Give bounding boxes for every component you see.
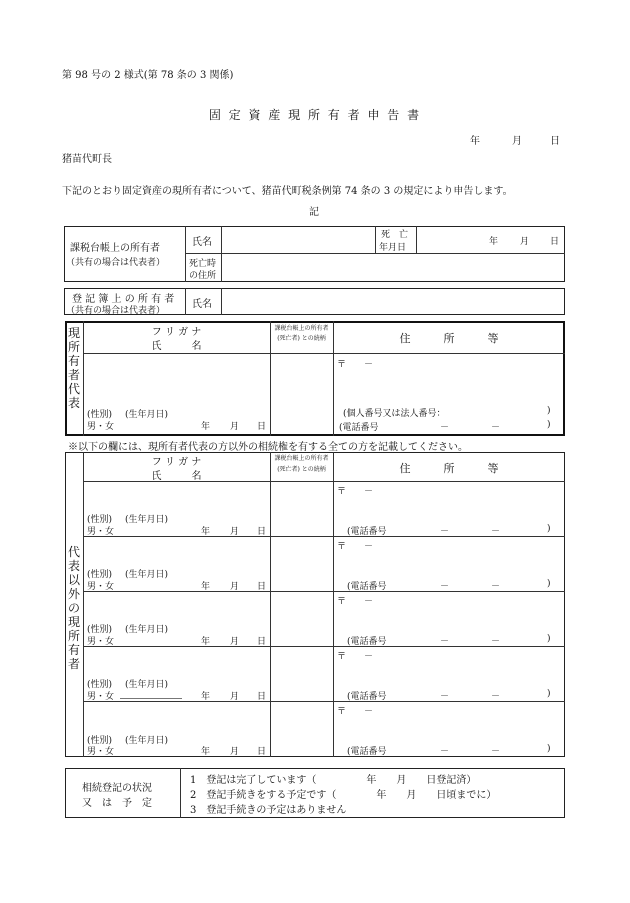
others-furigana-header: フ リ ガ ナ (151, 457, 202, 468)
row-year: 年 (201, 582, 211, 592)
row-phone-label: (電話番号 (347, 747, 387, 757)
row-phone-close: ) (547, 524, 551, 534)
row-birth-label: (生年月日) (125, 515, 169, 525)
row-postal: 〒 － (337, 487, 374, 497)
row-phone-label: (電話番号 (347, 582, 387, 592)
row-year: 年 (201, 692, 211, 702)
row-phone-label: (電話番号 (347, 527, 387, 537)
row-year: 年 (201, 747, 211, 757)
rep-day: 日 (257, 422, 267, 432)
rep-phone-label: (電話番号 (339, 423, 379, 433)
death-addr-label1: 死亡時 (189, 259, 217, 269)
rep-month: 月 (230, 422, 240, 432)
row-gender-options[interactable]: 男・女 (87, 582, 115, 592)
inheritance-option-2[interactable]: 2 登記手続きをする予定です（ 年 月 日頃までに） (190, 790, 497, 801)
row-phone-dash2: － (491, 747, 501, 757)
tax-ledger-sublabel: （共有の場合は代表者） (66, 258, 166, 268)
others-relation-header2: (死亡者) との続柄 (277, 466, 326, 473)
inheritance-option-1[interactable]: 1 登記は完了しています（ 年 月 日登記済） (190, 775, 477, 786)
relation-header2: (死亡者) との続柄 (277, 335, 326, 342)
row-phone-close: ) (547, 579, 551, 589)
row-phone-dash1: － (440, 582, 450, 592)
date-day: 日 (550, 136, 560, 147)
row-phone-label: (電話番号 (347, 637, 387, 647)
row-phone-dash1: － (440, 527, 450, 537)
ki-mark: 記 (309, 207, 319, 218)
row-month: 月 (230, 692, 240, 702)
row-day: 日 (257, 637, 267, 647)
row-month: 月 (230, 582, 240, 592)
row-month: 月 (230, 637, 240, 647)
death-month: 月 (520, 237, 530, 247)
tax-ledger-label: 課税台帳上の所有者 (70, 243, 160, 254)
note-text: ※以下の欄には、現所有者代表の方以外の相続権を有する全ての方を記載してください。 (68, 442, 468, 453)
row-month: 月 (230, 747, 240, 757)
rep-postal: 〒 － (337, 360, 374, 370)
rep-birth-label: (生年月日) (125, 410, 169, 420)
form-id: 第 98 号の 2 様式(第 78 条の 3 関係) (62, 70, 234, 81)
row-phone-dash2: － (491, 637, 501, 647)
date-month: 月 (512, 136, 522, 147)
row-birth-label: (生年月日) (125, 625, 169, 635)
row-year: 年 (201, 637, 211, 647)
rep-phone-dash2: － (491, 423, 501, 433)
row-phone-close: ) (547, 744, 551, 754)
row-day: 日 (257, 692, 267, 702)
rep-year: 年 (201, 422, 211, 432)
others-relation-header1: 課税台帳上の所有者 (274, 455, 329, 462)
death-label1: 死 亡 (381, 230, 409, 240)
intro-text: 下記のとおり固定資産の現所有者について、猪苗代町税条例第 74 条の 3 の規定により申告します。 (62, 186, 513, 197)
row-gender-label: (性別) (87, 625, 113, 635)
tax-name-label: 氏名 (192, 237, 212, 248)
row-phone-close: ) (547, 689, 551, 699)
date-year: 年 (470, 136, 480, 147)
rep-gender-options[interactable]: 男・女 (87, 422, 115, 432)
death-addr-label2: の住所 (189, 271, 217, 281)
others-table (65, 452, 565, 757)
page-title: 固 定 資 産 現 所 有 者 申 告 書 (208, 108, 422, 122)
row-gender-options[interactable]: 男・女 (87, 637, 115, 647)
others-vertical-label: 代表以外の現所有者 (67, 545, 80, 671)
rep-id-close: ) (547, 406, 551, 416)
inheritance-label2: 又 は 予 定 (82, 798, 152, 809)
row-gender-label: (性別) (87, 680, 113, 690)
row-phone-dash2: － (491, 692, 501, 702)
row-phone-close: ) (547, 634, 551, 644)
relation-header1: 課税台帳上の所有者 (274, 325, 329, 332)
row-phone-dash1: － (440, 747, 450, 757)
row-gender-options[interactable]: 男・女 (87, 692, 115, 702)
row-gender-options[interactable]: 男・女 (87, 527, 115, 537)
row-day: 日 (257, 582, 267, 592)
row-gender-options[interactable]: 男・女 (87, 747, 115, 757)
registry-sublabel: （共有の場合は代表者） (66, 306, 166, 316)
inheritance-label1: 相続登記の状況 (82, 783, 152, 794)
rep-phone-dash1: － (440, 423, 450, 433)
death-year: 年 (489, 237, 499, 247)
death-day: 日 (550, 237, 560, 247)
row-postal: 〒 － (337, 652, 374, 662)
row-gender-label: (性別) (87, 570, 113, 580)
name-header: 氏 名 (151, 341, 202, 352)
row-day: 日 (257, 527, 267, 537)
row-phone-dash2: － (491, 582, 501, 592)
death-label2: 年月日 (379, 243, 407, 253)
rep-gender-label: (性別) (87, 410, 113, 420)
row-day: 日 (257, 747, 267, 757)
row-phone-dash2: － (491, 527, 501, 537)
others-name-header: 氏 名 (151, 471, 202, 482)
row-birth-label: (生年月日) (125, 736, 169, 746)
row-birth-label: (生年月日) (125, 680, 169, 690)
registry-name-label: 氏名 (192, 299, 212, 310)
row-gender-label: (性別) (87, 736, 113, 746)
row-phone-dash1: － (440, 692, 450, 702)
row-gender-label: (性別) (87, 515, 113, 525)
tax-name-field[interactable] (222, 227, 374, 252)
representative-vertical-label: 現所有者代表 (67, 326, 80, 410)
row-year: 年 (201, 527, 211, 537)
address-header: 住 所 等 (399, 332, 499, 345)
row-postal: 〒 － (337, 597, 374, 607)
row-birth-label: (生年月日) (125, 570, 169, 580)
addressee: 猪苗代町長 (62, 154, 112, 165)
furigana-header: フ リ ガ ナ (151, 327, 202, 338)
others-address-header: 住 所 等 (399, 462, 499, 475)
inheritance-option-3[interactable]: 3 登記手続きの予定はありません (190, 805, 347, 816)
rep-id-label: (個人番号又は法人番号： (343, 409, 446, 419)
row-postal: 〒 － (337, 707, 374, 717)
row-phone-label: (電話番号 (347, 692, 387, 702)
registry-label: 登 記 簿 上 の 所 有 者 (72, 294, 175, 305)
row-month: 月 (230, 527, 240, 537)
row-phone-dash1: － (440, 637, 450, 647)
rep-phone-close: ) (547, 420, 551, 430)
row-postal: 〒 － (337, 542, 374, 552)
